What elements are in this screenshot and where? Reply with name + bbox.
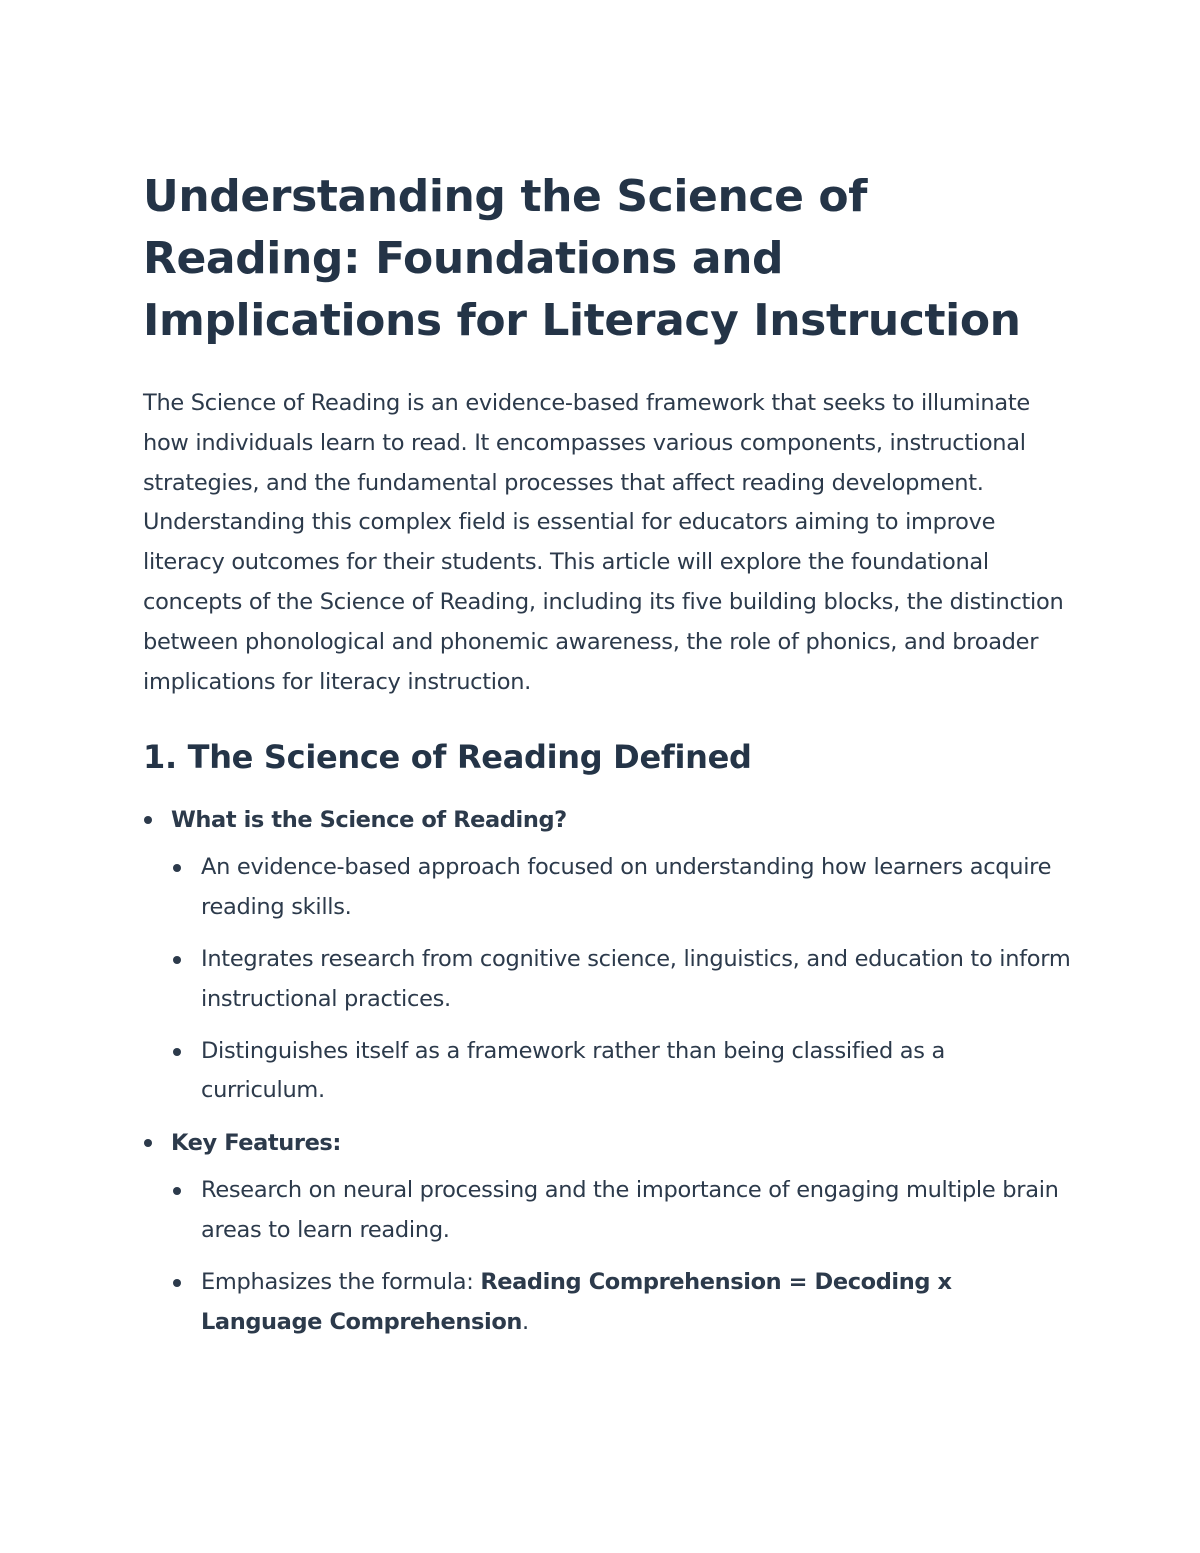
list-item <box>171 1032 1073 1112</box>
bullet-icon <box>144 1139 152 1147</box>
list-item <box>171 1171 1073 1251</box>
list-item <box>171 848 1073 928</box>
bullet-icon <box>173 1187 181 1195</box>
formula-text: Reading Comprehension = Decoding x Language Comprehension <box>201 1268 952 1335</box>
document-title: Understanding the Science of Reading: Foundations and Implications for Literacy Instruction <box>143 171 1021 346</box>
formula-prefix: Emphasizes the formula: <box>201 1268 481 1295</box>
list-item-text: An evidence-based approach focused on understanding how learners acquire reading skills. <box>201 854 1052 921</box>
bullet-icon <box>173 864 181 872</box>
list-item-text: Distinguishes itself as a framework rather than being classified as a curriculum. <box>201 1037 946 1104</box>
outline-group <box>143 1123 1073 1342</box>
group-items <box>171 1171 1073 1342</box>
bullet-icon <box>173 956 181 964</box>
formula-list-item <box>171 1263 1073 1343</box>
group-label: Key Features: <box>171 1130 342 1157</box>
formula-suffix: . <box>522 1308 529 1335</box>
outline-group <box>143 800 1073 1111</box>
section-outline <box>143 800 1073 1342</box>
group-label: What is the Science of Reading? <box>171 807 567 834</box>
bullet-icon <box>173 1279 181 1287</box>
intro-paragraph: The Science of Reading is an evidence-based framework that seeks to illuminate how individuals learn to read. It encompasses various components, instructional strategies, and the fundamental processes that affect reading development. Understanding this complex field is essential for educators aiming to improve literacy outcomes for their students. This article will explore the foundational concepts of the Science of Reading, including its five building blocks, the distinction between phonological and phonemic awareness, the role of phonics, and broader implications for literacy instruction. <box>143 390 1064 695</box>
list-item-text: Integrates research from cognitive science, linguistics, and education to inform instructional practices. <box>201 945 1071 1012</box>
section-heading: 1. The Science of Reading Defined <box>143 738 752 777</box>
bullet-icon <box>173 1048 181 1056</box>
group-items <box>171 848 1073 1111</box>
bullet-icon <box>144 816 152 824</box>
list-item <box>171 940 1073 1020</box>
document-page <box>143 166 1073 1354</box>
list-item-text: Research on neural processing and the importance of engaging multiple brain areas to learn reading. <box>201 1177 1059 1243</box>
